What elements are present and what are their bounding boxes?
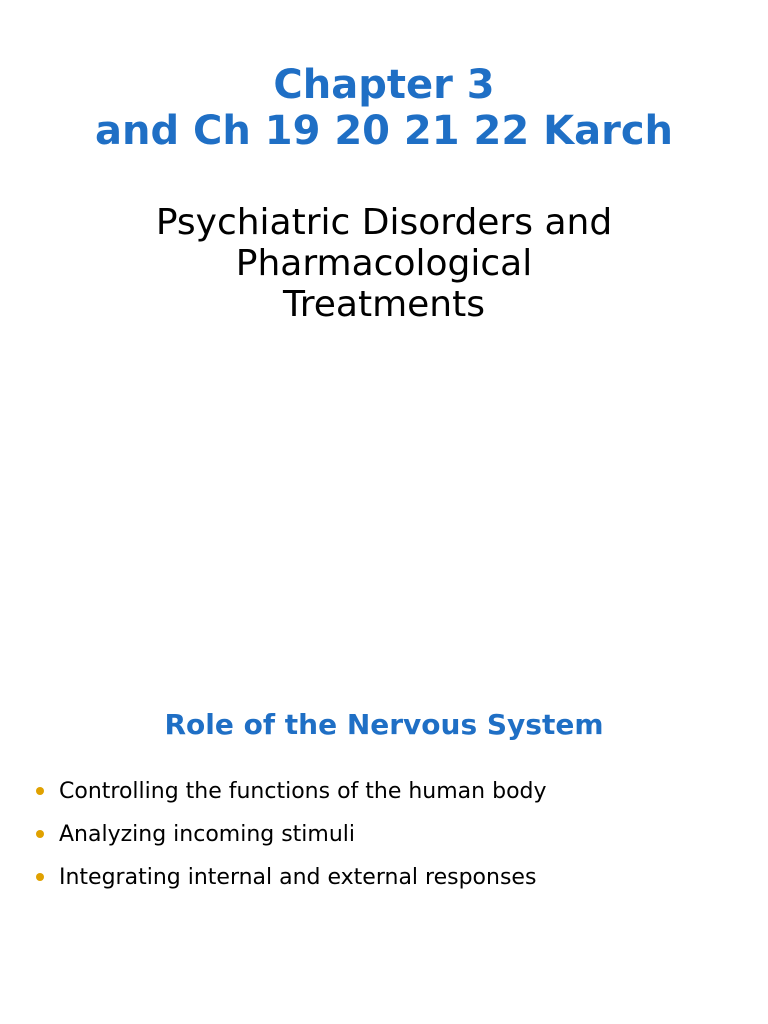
slide-title-line-1: Chapter 3 — [273, 62, 495, 108]
bullet-dot-icon — [36, 787, 44, 795]
bullet-dot-icon — [36, 873, 44, 881]
slide-subtitle — [0, 202, 768, 325]
bullet-dot-icon — [36, 830, 44, 838]
slide-title-line-2: and Ch 19 20 21 22 Karch — [94, 108, 674, 154]
subtitle-line-3: Treatments — [283, 284, 485, 325]
section-heading: Role of the Nervous System — [164, 708, 604, 741]
subtitle-line-2: Pharmacological — [235, 243, 533, 284]
bullet-text: Integrating internal and external responses — [59, 865, 537, 890]
bullet-text: Analyzing incoming stimuli — [59, 822, 356, 847]
subtitle-line-1: Psychiatric Disorders and — [155, 202, 613, 243]
bullet-text: Controlling the functions of the human body — [59, 779, 547, 804]
